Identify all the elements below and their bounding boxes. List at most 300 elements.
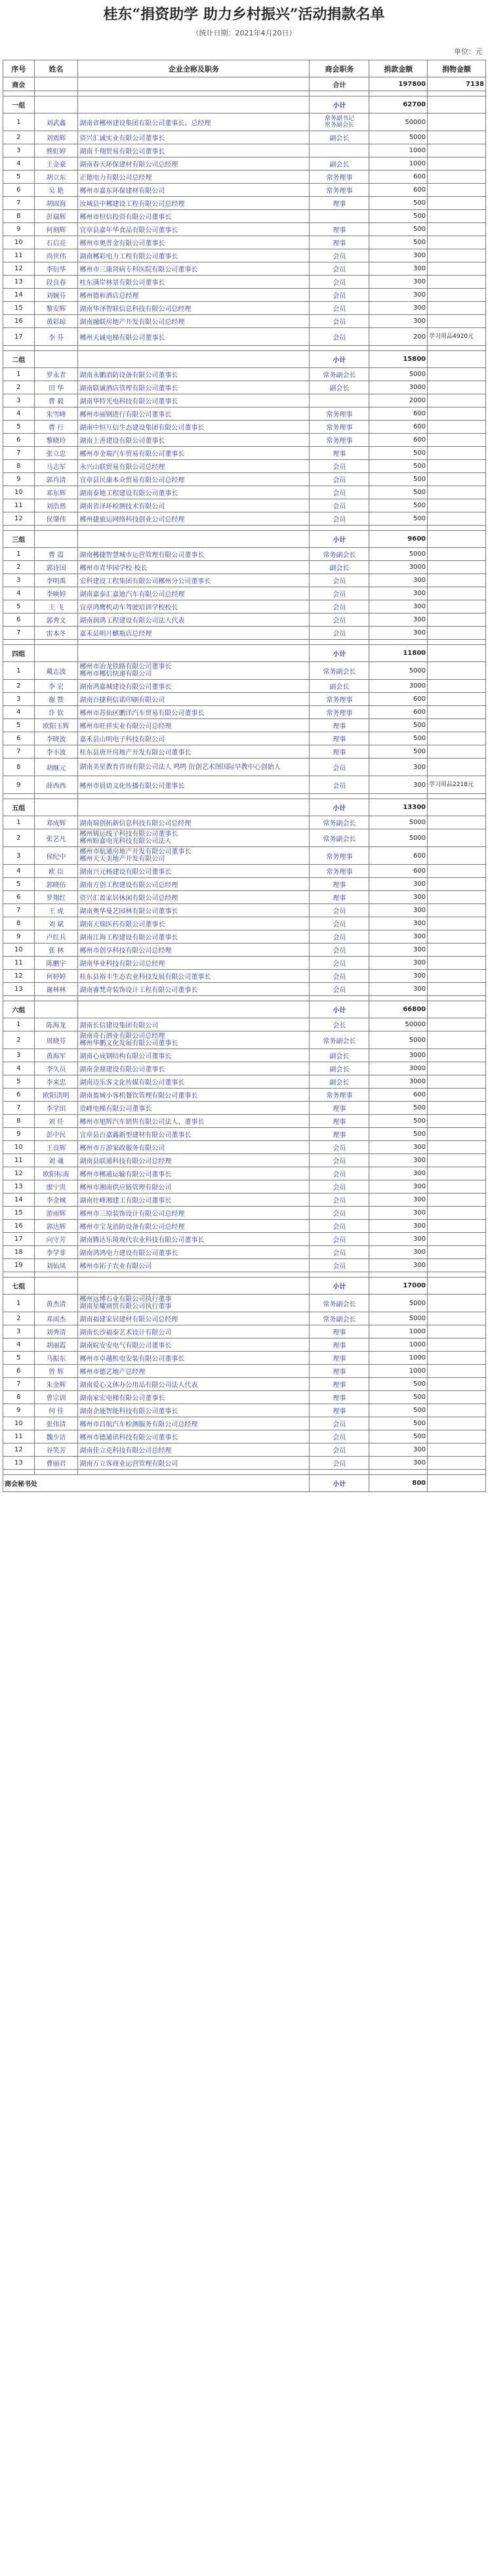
donor-org: 湖南万立客商业运营管理有限公司 <box>78 1457 310 1470</box>
donor-org: 郴州市丽钢进行有限公司董事长 <box>78 407 310 421</box>
donor-item <box>428 114 486 131</box>
donor-item <box>428 693 486 706</box>
group-label: 五组 <box>3 799 35 816</box>
donor-org: 湖南兴元杨建设有限公司董事长 <box>78 865 310 878</box>
donor-org: 郴州市三康肾病专科医院有限公司董事长 <box>78 262 310 276</box>
donor-amount: 300 <box>369 600 428 613</box>
donor-amount: 300 <box>369 891 428 904</box>
donor-role: 理事 <box>310 745 369 758</box>
donor-role: 副会长 <box>310 157 369 171</box>
donor-name: 刘 魂 <box>34 1154 78 1167</box>
donor-org: 湖南腾达乐境观代农业科技有限公司董事长 <box>78 1233 310 1246</box>
donor-item <box>428 944 486 957</box>
donor-role: 会员 <box>310 917 369 930</box>
empty-cell <box>78 645 310 662</box>
donor-amount: 500 <box>369 1102 428 1115</box>
donor-amount: 300 <box>369 1194 428 1207</box>
donor-item <box>428 157 486 171</box>
donor-row <box>3 878 486 891</box>
donor-name: 李 芬 <box>34 328 78 346</box>
empty-cell <box>428 1475 486 1492</box>
donor-item <box>428 236 486 249</box>
donor-amount: 200 <box>369 328 428 346</box>
donor-amount: 600 <box>369 865 428 878</box>
spacer-cell <box>369 1470 428 1475</box>
donor-org: 湖南美星教育咨询有限公司法人 鸣鸣 衍创艺术图国际早教中心创始人 <box>78 758 310 776</box>
donor-role: 会员 <box>310 1457 369 1470</box>
donor-org: 郴州捷旅运网络科技创业公司总经理 <box>78 512 310 526</box>
donor-row <box>3 758 486 776</box>
donor-no: 13 <box>3 1180 35 1194</box>
donor-name: 向守芳 <box>34 1233 78 1246</box>
donor-amount: 300 <box>369 249 428 262</box>
donor-name: 王 飞 <box>34 600 78 613</box>
donor-no: 11 <box>3 957 35 970</box>
empty-cell <box>428 1001 486 1018</box>
donor-org: 湖南迈乐客文化传媒有限公司董事长 <box>78 1075 310 1089</box>
group-subtotal: 17000 <box>369 1278 428 1295</box>
donor-item <box>428 407 486 421</box>
donor-item <box>428 1312 486 1325</box>
donor-name: 刘震辉 <box>34 131 78 144</box>
group-subtotal-label: 小计 <box>310 96 369 114</box>
donor-role: 会员 <box>310 758 369 776</box>
donor-no: 7 <box>3 745 35 758</box>
donor-org: 桂东县唐开房地产开发有限公司董事长 <box>78 745 310 758</box>
donor-org: 郴州市嘉东环保建材有限公司 <box>78 184 310 197</box>
donor-name: 李久员 <box>34 1062 78 1075</box>
donor-row <box>3 1295 486 1312</box>
donor-row <box>3 1444 486 1457</box>
donor-no: 19 <box>3 1259 35 1272</box>
donor-amount: 300 <box>369 1444 428 1457</box>
donor-no: 10 <box>3 944 35 957</box>
donor-role: 会员 <box>310 473 369 486</box>
donor-amount: 1000 <box>369 144 428 157</box>
donor-name: 李来忠 <box>34 1075 78 1089</box>
donor-item <box>428 1246 486 1259</box>
donor-row <box>3 512 486 526</box>
spacer-cell <box>78 1272 310 1278</box>
spacer-cell <box>78 794 310 799</box>
donor-org: 郴州市宝龙消防设备有限公司总经理 <box>78 1220 310 1233</box>
donor-item <box>428 1391 486 1404</box>
donor-amount: 500 <box>369 499 428 512</box>
donor-row <box>3 680 486 693</box>
donor-name: 周晓芬 <box>34 1031 78 1049</box>
donor-name: 曹 行 <box>34 421 78 434</box>
group-subtotal: 15800 <box>369 351 428 368</box>
donor-item <box>428 1339 486 1352</box>
donor-name: 李 宏 <box>34 680 78 693</box>
donor-row <box>3 957 486 970</box>
donor-role: 会员 <box>310 983 369 996</box>
donor-item <box>428 1102 486 1115</box>
donor-no: 1 <box>3 1295 35 1312</box>
donor-item <box>428 878 486 891</box>
donor-row <box>3 1075 486 1089</box>
donor-role: 会员 <box>310 904 369 917</box>
group-subtotal-label: 小计 <box>310 1001 369 1018</box>
association-total-row <box>3 77 486 91</box>
donor-org: 湖南皖安安电气有限公司董事长 <box>78 1339 310 1352</box>
donor-amount: 50000 <box>369 1018 428 1031</box>
donor-item <box>428 381 486 394</box>
donor-no: 11 <box>3 1430 35 1444</box>
association-name: 商会 <box>3 77 35 91</box>
donor-name: 刘 任 <box>34 1115 78 1128</box>
donor-item <box>428 1365 486 1378</box>
donor-role: 会员 <box>310 276 369 289</box>
donor-role: 会员 <box>310 262 369 276</box>
donor-no: 12 <box>3 262 35 276</box>
donor-no: 9 <box>3 1128 35 1141</box>
donor-role: 常务理事 <box>310 865 369 878</box>
donor-role: 会员 <box>310 613 369 627</box>
donor-amount: 1000 <box>369 1365 428 1378</box>
donor-org: 湖南县联通科技有限公司总经理 <box>78 1154 310 1167</box>
group-label: 一组 <box>3 96 35 114</box>
donor-amount: 300 <box>369 1167 428 1180</box>
donor-no: 9 <box>3 930 35 944</box>
donor-role: 常务理事 <box>310 1089 369 1102</box>
donor-row <box>3 1220 486 1233</box>
donor-no: 4 <box>3 587 35 600</box>
donor-org: 湖南鸿鸿电力建设有限公司董事长 <box>78 1246 310 1259</box>
donor-row <box>3 499 486 512</box>
donor-org: 湖南金鼎建设有限公司董事长 <box>78 1062 310 1075</box>
donor-role: 理事 <box>310 1378 369 1391</box>
spacer-cell <box>369 640 428 645</box>
donor-name: 侯纪中 <box>34 847 78 865</box>
donor-role: 理事 <box>310 719 369 732</box>
donor-no: 11 <box>3 249 35 262</box>
donor-row <box>3 1180 486 1194</box>
donor-role: 会员 <box>310 1194 369 1207</box>
donor-item <box>428 1220 486 1233</box>
spacer-cell <box>428 91 486 96</box>
donor-no: 16 <box>3 315 35 328</box>
empty-cell <box>78 351 310 368</box>
donor-amount: 300 <box>369 289 428 302</box>
donor-row <box>3 1233 486 1246</box>
donor-role: 副会长 <box>310 680 369 693</box>
donor-item <box>428 447 486 460</box>
empty-cell <box>34 531 78 548</box>
donor-name: 郭达辉 <box>34 1220 78 1233</box>
donor-org: 郴州市德通讯科技有限公司董事长 <box>78 1430 310 1444</box>
donor-role: 会员 <box>310 1259 369 1272</box>
donor-amount: 300 <box>369 904 428 917</box>
donor-org: 湖南融联房地产开发有限公司总经理 <box>78 315 310 328</box>
donor-row <box>3 865 486 878</box>
donor-item <box>428 1018 486 1031</box>
donor-org: 郴州市青华园学校 校长 <box>78 561 310 574</box>
donor-role: 会员 <box>310 302 369 315</box>
donor-role: 会员 <box>310 1417 369 1430</box>
donor-item <box>428 680 486 693</box>
stat-date: （统计日期：2021年4月20日） <box>192 29 296 37</box>
donor-amount: 300 <box>369 1141 428 1154</box>
donor-row <box>3 1207 486 1220</box>
empty-cell <box>428 531 486 548</box>
donor-no: 2 <box>3 131 35 144</box>
donor-name: 郭诗国 <box>34 561 78 574</box>
donor-item <box>428 983 486 996</box>
donor-no: 3 <box>3 693 35 706</box>
donor-row <box>3 434 486 447</box>
donor-item <box>428 917 486 930</box>
donor-amount: 300 <box>369 1259 428 1272</box>
group-subtotal-label: 小计 <box>310 351 369 368</box>
donor-amount: 300 <box>369 587 428 600</box>
donor-row <box>3 262 486 276</box>
donor-row <box>3 600 486 613</box>
donor-item <box>428 829 486 847</box>
donor-org: 湖南百捷利信诺印刷有限公司 <box>78 693 310 706</box>
donor-role: 常务副会长 <box>310 816 369 829</box>
donor-role: 常务副会长 <box>310 368 369 381</box>
spacer-cell <box>428 640 486 645</box>
donor-item <box>428 613 486 627</box>
donor-org: 湖南壮峰湘建工有限公司董事长 <box>78 1194 310 1207</box>
donor-role: 理事 <box>310 732 369 745</box>
donor-role <box>310 210 369 223</box>
donor-no: 4 <box>3 407 35 421</box>
donor-item <box>428 210 486 223</box>
donor-org: 湖南郴彩电力工程有限公司董事长 <box>78 249 310 262</box>
group-spacer <box>3 640 486 645</box>
donor-amount: 300 <box>369 1246 428 1259</box>
spacer-cell <box>34 1470 78 1475</box>
donor-amount: 300 <box>369 944 428 957</box>
donor-no: 6 <box>3 184 35 197</box>
donor-role: 会员 <box>310 486 369 499</box>
donor-amount: 500 <box>369 486 428 499</box>
donor-no: 8 <box>3 758 35 776</box>
donor-no: 17 <box>3 1233 35 1246</box>
donor-no: 11 <box>3 1154 35 1167</box>
donor-row <box>3 930 486 944</box>
spacer-cell <box>34 526 78 531</box>
donor-item <box>428 1404 486 1417</box>
donor-row <box>3 1457 486 1470</box>
donor-no: 8 <box>3 1115 35 1128</box>
donor-row <box>3 1417 486 1430</box>
empty-cell <box>428 351 486 368</box>
spacer-cell <box>428 526 486 531</box>
donor-org: 郴州市创享科技有限公司总经理 <box>78 944 310 957</box>
donor-org: 湖南奥华曼艺园林有限公司董事长 <box>78 904 310 917</box>
donor-role: 理事 <box>310 1391 369 1404</box>
group-label: 七组 <box>3 1278 35 1295</box>
donor-name: 李学菲 <box>34 1246 78 1259</box>
donor-role: 理事 <box>310 1115 369 1128</box>
donor-no: 9 <box>3 1404 35 1417</box>
donor-row <box>3 1339 486 1352</box>
donor-amount: 500 <box>369 1417 428 1430</box>
donor-row <box>3 381 486 394</box>
donor-item <box>428 434 486 447</box>
donor-row <box>3 197 486 210</box>
empty-cell <box>34 799 78 816</box>
donor-amount: 300 <box>369 276 428 289</box>
donor-amount: 3000 <box>369 680 428 693</box>
group-spacer <box>3 346 486 351</box>
donor-row <box>3 706 486 719</box>
empty-cell <box>78 1001 310 1018</box>
donor-row <box>3 816 486 829</box>
spacer-cell <box>310 640 369 645</box>
donor-no: 1 <box>3 368 35 381</box>
donor-org: 郴州市卓越机电安装有限公司董事长 <box>78 1352 310 1365</box>
donor-role: 常务理事 <box>310 693 369 706</box>
spacer-cell <box>34 91 78 96</box>
donor-no: 1 <box>3 548 35 561</box>
donor-org: 湖南中恒互信生态建设集团有限公司董事长 <box>78 421 310 434</box>
spacer-cell <box>369 526 428 531</box>
donor-role: 理事 <box>310 1325 369 1339</box>
empty-cell <box>34 96 78 114</box>
donor-no: 7 <box>3 447 35 460</box>
donor-org: 正德电力有限公司总经理 <box>78 171 310 184</box>
donor-role: 会长 <box>310 1018 369 1031</box>
donor-amount: 300 <box>369 627 428 640</box>
donor-row <box>3 548 486 561</box>
donor-org: 宜章县嘉年华食品有限公司董事长 <box>78 223 310 236</box>
group-header-row <box>3 531 486 548</box>
donor-name: 许 钦 <box>34 706 78 719</box>
donor-org: 郴州市万游家政服务有限公司 <box>78 1141 310 1154</box>
donor-name: 曾宗训 <box>34 1391 78 1404</box>
donor-amount: 300 <box>369 983 428 996</box>
donor-no: 10 <box>3 236 35 249</box>
donor-item <box>428 627 486 640</box>
donor-no: 2 <box>3 829 35 847</box>
donor-org: 湖南华泽智联信息科技有限公司总经理 <box>78 302 310 315</box>
donor-org: 郴州市湘南供应链管理有限公司 <box>78 1180 310 1194</box>
donor-row <box>3 1246 486 1259</box>
donor-name: 熊虹婷 <box>34 144 78 157</box>
donor-org: 桂东满岸林景有限公司董事长 <box>78 276 310 289</box>
donor-item <box>428 144 486 157</box>
donor-role: 理事 <box>310 1352 369 1365</box>
donor-org: 嘉禾县山明电子科技有限公司 <box>78 732 310 745</box>
group-subtotal: 66800 <box>369 1001 428 1018</box>
donor-name: 张立忠 <box>34 447 78 460</box>
donor-no: 16 <box>3 1220 35 1233</box>
donor-amount: 5000 <box>369 662 428 680</box>
donor-name: 吴 艳 <box>34 184 78 197</box>
donor-org: 宜章县民康本众贸易有限公司总经理 <box>78 473 310 486</box>
donor-org: 湖南润鸿工程建设有限公司法人代表 <box>78 613 310 627</box>
donor-no: 3 <box>3 847 35 865</box>
donor-role: 理事 <box>310 1365 369 1378</box>
donor-item <box>428 1207 486 1220</box>
donor-name: 张 林 <box>34 944 78 957</box>
donor-role: 副会长 <box>310 561 369 574</box>
donor-org: 湖南长沙福泰艺术设计有限公司 <box>78 1325 310 1339</box>
donor-no: 13 <box>3 1457 35 1470</box>
donor-amount: 500 <box>369 745 428 758</box>
donor-row <box>3 328 486 346</box>
association-amount: 197800 <box>369 77 428 91</box>
donor-row <box>3 904 486 917</box>
donor-no: 6 <box>3 891 35 904</box>
spacer-cell <box>78 91 310 96</box>
donor-org: 湖南春天环保建材有限公司总经理 <box>78 157 310 171</box>
donor-amount: 1000 <box>369 157 428 171</box>
donor-item <box>428 891 486 904</box>
donor-name: 欧阳玉辉 <box>34 719 78 732</box>
donor-name: 王金豪 <box>34 157 78 171</box>
donor-name: 黄海军 <box>34 1049 78 1062</box>
donor-item <box>428 719 486 732</box>
association-item: 7138 <box>428 77 486 91</box>
donor-row <box>3 776 486 794</box>
donor-item <box>428 600 486 613</box>
group-label: 六组 <box>3 1001 35 1018</box>
group-label: 三组 <box>3 531 35 548</box>
donor-no: 5 <box>3 171 35 184</box>
spacer-cell <box>369 91 428 96</box>
donor-amount: 3000 <box>369 1049 428 1062</box>
donor-amount: 300 <box>369 574 428 587</box>
donor-row <box>3 983 486 996</box>
donor-item <box>428 171 486 184</box>
donor-item <box>428 512 486 526</box>
donor-role <box>310 394 369 407</box>
donor-amount: 300 <box>369 1233 428 1246</box>
donor-no: 2 <box>3 680 35 693</box>
donor-role: 会员 <box>310 499 369 512</box>
donor-role: 会员 <box>310 289 369 302</box>
donor-item <box>428 460 486 473</box>
donor-name: 彭中民 <box>34 1128 78 1141</box>
donor-org: 资兴汇诚实业有限公司董事长 <box>78 131 310 144</box>
donor-item <box>428 1141 486 1154</box>
spacer-cell <box>310 526 369 531</box>
donor-row <box>3 574 486 587</box>
donor-name: 张艺凡 <box>34 829 78 847</box>
spacer-cell <box>310 794 369 799</box>
donor-amount: 300 <box>369 957 428 970</box>
donor-no: 1 <box>3 816 35 829</box>
spacer-cell <box>34 346 78 351</box>
donor-amount: 300 <box>369 970 428 983</box>
donor-name: 欧阳洪明 <box>34 1089 78 1102</box>
donor-name: 谢林林 <box>34 983 78 996</box>
donor-row <box>3 394 486 407</box>
donor-role: 理事 <box>310 1128 369 1141</box>
spacer-cell <box>34 794 78 799</box>
donor-org: 郴州市拓子农业有限公司 <box>78 1259 310 1272</box>
donor-no: 3 <box>3 1325 35 1339</box>
donor-item <box>428 223 486 236</box>
donor-row <box>3 315 486 328</box>
donor-no: 6 <box>3 1089 35 1102</box>
donor-amount: 300 <box>369 1207 428 1220</box>
donor-org: 郴州市恒信投资有限公司董事长 <box>78 210 310 223</box>
donor-item <box>428 421 486 434</box>
donor-row <box>3 891 486 904</box>
donor-role: 会员 <box>310 1246 369 1259</box>
donor-item <box>428 1049 486 1062</box>
donor-org: 湖南睿梵奇装饰设计工程有限公司董事长 <box>78 983 310 996</box>
donor-item <box>428 394 486 407</box>
donor-org: 湖南郴捷智慧城市运营管理有限公司董事长 <box>78 548 310 561</box>
spacer-cell <box>3 526 35 531</box>
